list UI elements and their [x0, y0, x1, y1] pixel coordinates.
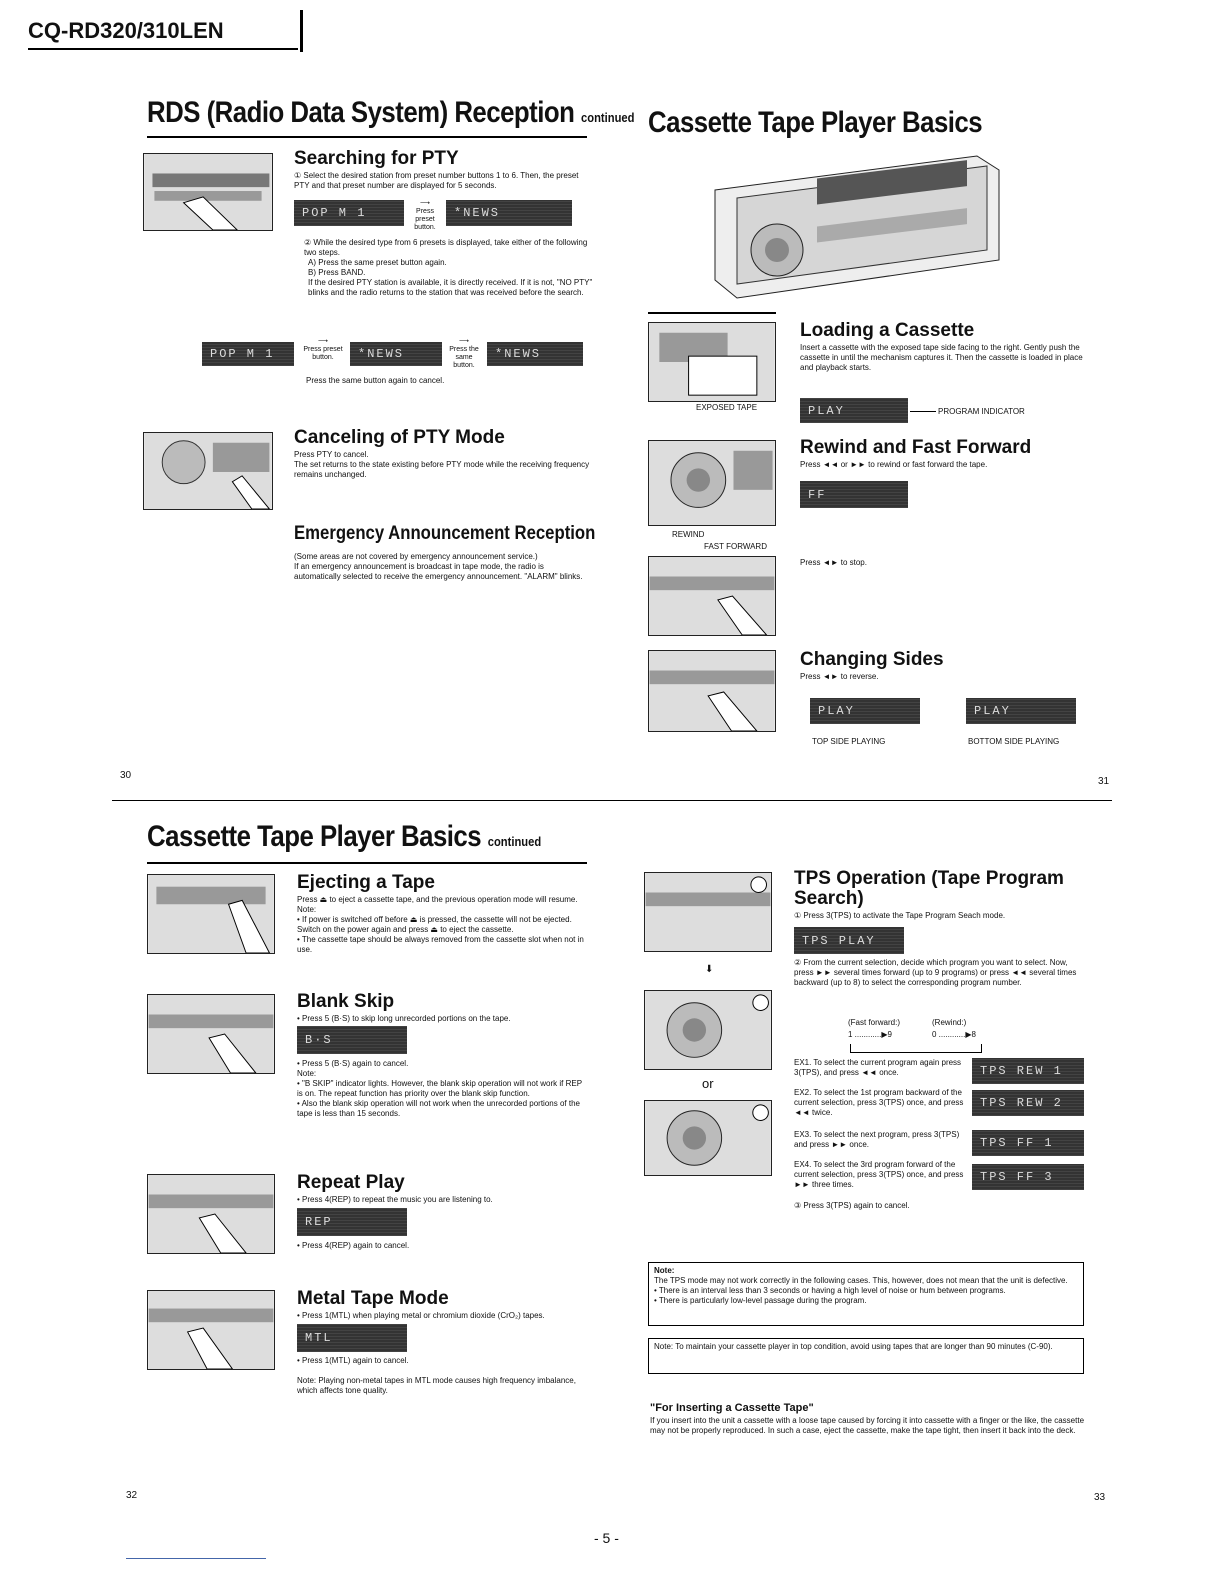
rewind-heading: Rewind and Fast Forward — [800, 437, 1032, 458]
lcd-bottom-play: PLAY — [966, 698, 1076, 724]
rw-scale-label: (Rewind:) — [932, 1018, 967, 1027]
repeat-heading: Repeat Play — [297, 1172, 405, 1193]
header-divider — [300, 10, 303, 52]
exposed-tape-label: EXPOSED TAPE — [696, 403, 758, 412]
pty-cancel-illustration — [143, 432, 273, 510]
rewind-illustration — [648, 440, 776, 526]
metal-note: Note: Playing non-metal tapes in MTL mode causes high frequency imbalance, which affects tone quality. — [297, 1376, 576, 1395]
cancel-pty-heading: Canceling of PTY Mode — [294, 427, 505, 448]
metal-heading: Metal Tape Mode — [297, 1288, 449, 1309]
metal-cancel: • Press 1(MTL) again to cancel. — [297, 1356, 409, 1365]
changing-sides-heading: Changing Sides — [800, 649, 944, 670]
page-number-30: 30 — [120, 770, 132, 781]
blank-skip-notes: • Press 5 (B·S) again to cancel. Note: • "B SKIP" indicator lights. However, the blank skip operation will not work if REP is on. The repeat function has priority over the blank skip function. • Also the blank skip operation will not work when the unrecorded portions of the tape is less than 15 seconds. — [297, 1059, 582, 1118]
eject-text: Press ⏏ to eject a cassette tape, and the previous operation mode will resume. Note: • If power is switched off before ⏏ is pressed, the cassette will not be ejected. Switch on the power again and press ⏏ to eject the cassette. • The cassette tape should be always removed from the cassette slot when not in use. — [297, 895, 584, 954]
emergency-text: (Some areas are not covered by emergency announcement service.) If an emergency announcement is broadcast in tape mode, the radio is automatically selected to receive the emergency announcement. "ALARM" blinks. — [294, 552, 583, 581]
blank-skip-text: • Press 5 (B·S) to skip long unrecorded portions on the tape. — [297, 1014, 511, 1023]
program-indicator-label: PROGRAM INDICATOR — [938, 407, 1025, 416]
tps-illustration-1 — [644, 872, 772, 952]
searching-pty-heading: Searching for PTY — [294, 148, 459, 169]
tps-illustration-3 — [644, 1100, 772, 1176]
seq-press-preset: ⟶ Press preset button. — [298, 338, 348, 362]
lcd-ff: FF — [800, 481, 908, 508]
rds-title-suffix: continued — [581, 110, 635, 125]
maintenance-note-box: Note: To maintain your cassette player in top condition, avoid using tapes that are longer than 90 minutes (C-90). — [648, 1338, 1084, 1374]
lcd-tps-play: TPS PLAY — [794, 927, 904, 954]
blank-skip-illustration — [147, 994, 275, 1074]
lcd-play: PLAY — [800, 398, 908, 423]
repeat-illustration — [147, 1174, 275, 1254]
tps-ex4: EX4. To select the 3rd program forward of the current selection, press 3(TPS) once, and press ►► three times. — [794, 1160, 964, 1189]
searching-pty-step2: ② While the desired type from 6 presets is displayed, take either of the following two steps. A) Press the same preset button again. B) Press BAND. If the desired PTY station is available, it is directly received. If it is not, "NO PTY" blinks and the radio returns to the station that was received before the search. — [304, 238, 593, 297]
lcd-news: *NEWS — [446, 200, 572, 226]
top-side-label: TOP SIDE PLAYING — [812, 737, 886, 746]
cancel-pty-text: Press PTY to cancel. The set returns to the state existing before PTY mode while the receiving frequency remains unchanged. — [294, 450, 590, 479]
cassette-continued-title: Cassette Tape Player Basics continued — [147, 820, 542, 853]
metal-text: • Press 1(MTL) when playing metal or chromium dioxide (CrO₂) tapes. — [297, 1311, 545, 1320]
rds-title-rule — [147, 136, 587, 138]
lcd-top-play: PLAY — [810, 698, 920, 724]
lcd-bs: B·S — [297, 1026, 407, 1054]
scale-bracket — [850, 1044, 982, 1053]
eject-heading: Ejecting a Tape — [297, 872, 435, 893]
sheet-page-number: - 5 - — [594, 1530, 619, 1546]
stop-illustration — [648, 556, 776, 636]
lcd-pop-m1: POP M 1 — [294, 200, 404, 226]
rewind-label: REWIND — [672, 530, 705, 539]
tps-heading: TPS Operation (Tape Program Search) — [794, 868, 1064, 909]
tps-note-box: Note: The TPS mode may not work correctly in the following cases. This, however, does not mean that the unit is defective. • There is an interval less than 3 seconds or having a high level of noise or hum between programs. • There is particularly low-level passage during the program. — [648, 1262, 1084, 1326]
lcd-rep: REP — [297, 1208, 407, 1236]
press-preset-label: ⟶ Press preset button. — [408, 200, 442, 232]
arrow-right-icon: ⟶ — [458, 338, 470, 345]
loading-illustration — [648, 322, 776, 402]
stop-text: Press ◄► to stop. — [800, 558, 867, 567]
loading-text: Insert a cassette with the exposed tape side facing to the right. Gently push the cassette in until the mechanism captures it. Then the cassette is loaded in place and playback starts. — [800, 343, 1083, 372]
footer-link-line — [126, 1558, 266, 1559]
rw-scale: 0 ............▶8 — [932, 1030, 976, 1039]
seq-lcd-pop: POP M 1 — [202, 342, 294, 366]
model-number: CQ-RD320/310LEN — [28, 18, 224, 43]
bottom-side-label: BOTTOM SIDE PLAYING — [968, 737, 1060, 746]
fast-forward-label: FAST FORWARD — [704, 542, 767, 551]
cassette-continued-rule — [147, 862, 587, 864]
loading-rule — [648, 312, 776, 314]
rds-title: RDS (Radio Data System) Reception continued — [147, 96, 635, 129]
page-number-31: 31 — [1098, 776, 1110, 787]
tps-step2: ② From the current selection, decide which program you want to select. Now, press ►► several times forward (up to 9 programs) or press ◄◄ several times backward (up to 8) to select the corresponding program number. — [794, 958, 1077, 987]
lcd-ex3: TPS FF 1 — [972, 1130, 1084, 1156]
lcd-ex1: TPS REW 1 — [972, 1058, 1084, 1084]
arrow-right-icon: ⟶ — [317, 338, 329, 345]
tps-ex1: EX1. To select the current program again press 3(TPS), and press ◄◄ once. — [794, 1058, 962, 1077]
indicator-leader — [910, 411, 936, 412]
sides-illustration — [648, 650, 776, 732]
lcd-mtl: MTL — [297, 1324, 407, 1352]
seq-lcd-news: *NEWS — [350, 342, 442, 366]
loading-heading: Loading a Cassette — [800, 320, 975, 341]
tps-step3: ③ Press 3(TPS) again to cancel. — [794, 1201, 910, 1210]
changing-sides-text: Press ◄► to reverse. — [800, 672, 879, 681]
arrow-down-icon: ⬇ — [705, 964, 714, 975]
lcd-ex4: TPS FF 3 — [972, 1164, 1084, 1190]
model-header — [28, 18, 298, 50]
inserting-text: If you insert into the unit a cassette with a loose tape caused by forcing it into cassette with a finger or the like, the cassette may not be properly reproduced. In such a case, eject the cassette, make the tape tight, then insert it back into the deck. — [650, 1416, 1085, 1435]
lcd-ex2: TPS REW 2 — [972, 1090, 1084, 1116]
page-number-33: 33 — [1094, 1492, 1106, 1503]
arrow-right-icon: ⟶ — [419, 200, 431, 207]
cassette-title-suffix: continued — [487, 834, 542, 849]
ff-scale: 1 ............▶9 — [848, 1030, 892, 1039]
cassette-basics-title: Cassette Tape Player Basics — [648, 106, 983, 139]
cassette-player-illustration — [707, 150, 1002, 300]
eject-illustration — [147, 874, 275, 954]
repeat-text: • Press 4(REP) to repeat the music you are listening to. — [297, 1195, 493, 1204]
tps-ex3: EX3. To select the next program, press 3(TPS) and press ►► once. — [794, 1130, 960, 1149]
seq-lcd-news-blink: *NEWS — [487, 342, 583, 366]
pty-cancel-text: Press the same button again to cancel. — [306, 376, 445, 385]
ff-scale-label: (Fast forward:) — [848, 1018, 901, 1027]
emergency-heading: Emergency Announcement Reception — [294, 523, 596, 544]
tps-ex2: EX2. To select the 1st program backward of the current selection, press 3(TPS) once, and press ◄◄ twice. — [794, 1088, 964, 1117]
tps-step1: ① Press 3(TPS) to activate the Tape Program Seach mode. — [794, 911, 1006, 920]
searching-pty-step1: ① Select the desired station from preset number buttons 1 to 6. Then, the preset PTY and that preset number are displayed for 5 seconds. — [294, 171, 579, 190]
repeat-cancel: • Press 4(REP) again to cancel. — [297, 1241, 410, 1250]
metal-illustration — [147, 1290, 275, 1370]
blank-skip-heading: Blank Skip — [297, 991, 395, 1012]
tps-illustration-2 — [644, 990, 772, 1070]
or-label: or — [702, 1076, 714, 1091]
page-divider — [112, 800, 1112, 801]
rewind-text: Press ◄◄ or ►► to rewind or fast forward the tape. — [800, 460, 988, 469]
page-number-32: 32 — [126, 1490, 138, 1501]
pty-search-illustration — [143, 153, 273, 231]
inserting-heading: "For Inserting a Cassette Tape" — [650, 1402, 814, 1414]
seq-press-same: ⟶ Press the same button. — [444, 338, 484, 370]
